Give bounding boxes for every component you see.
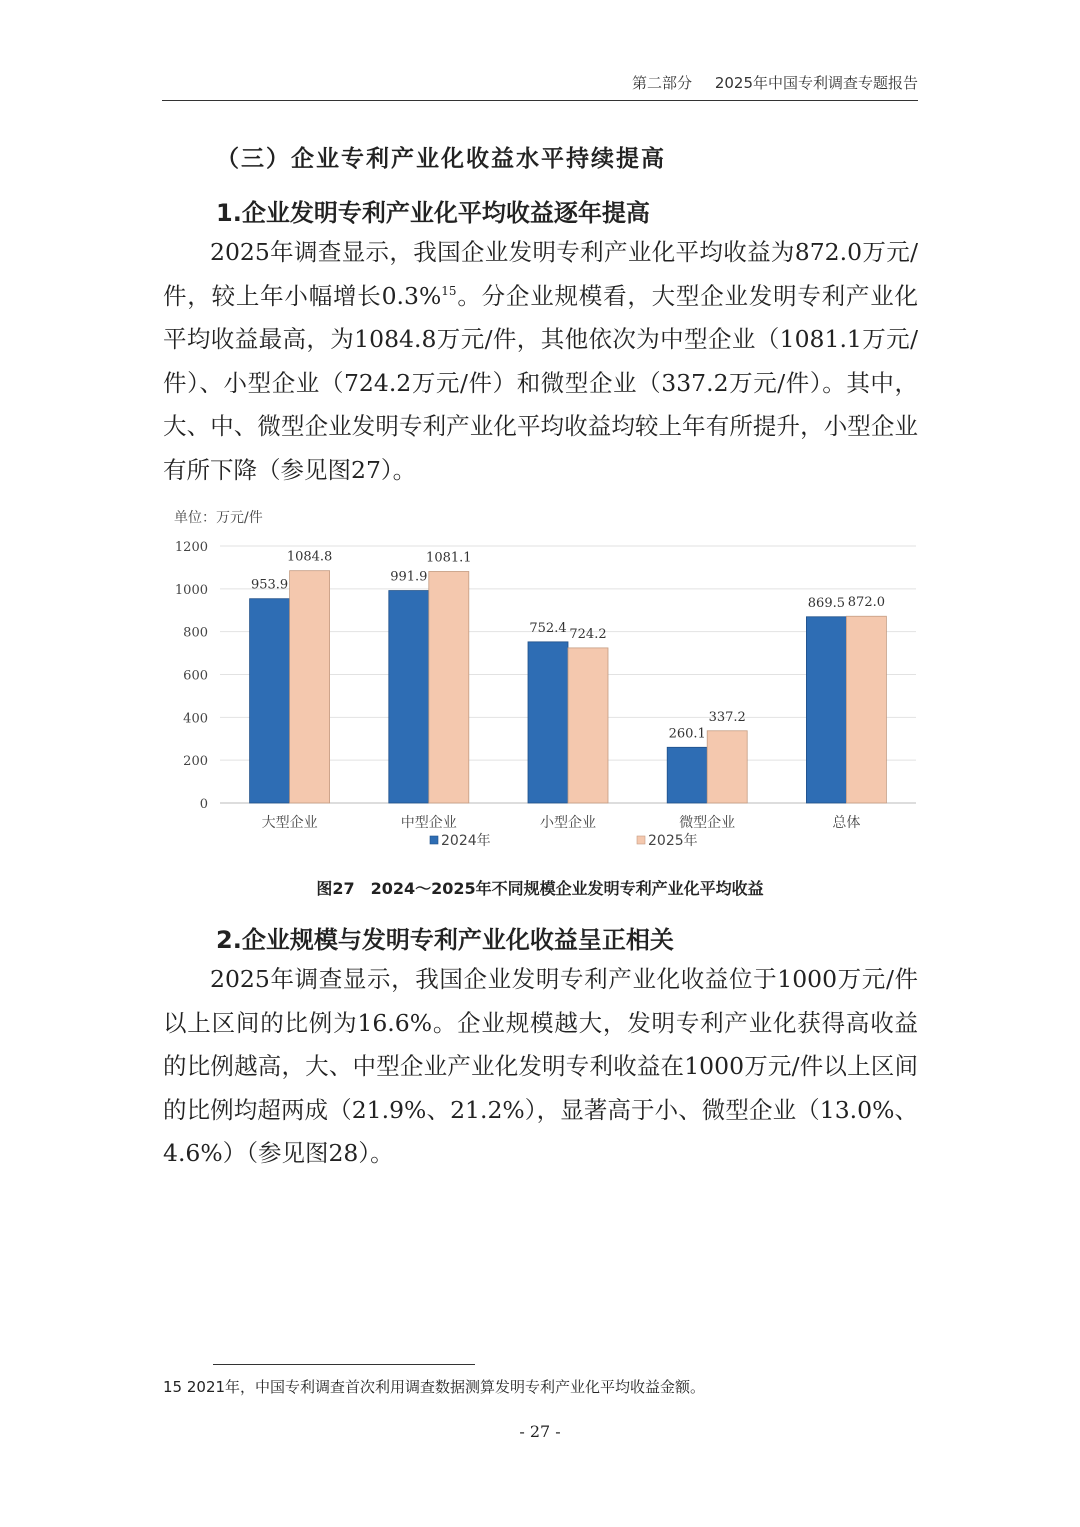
bar (846, 616, 886, 803)
bar (528, 642, 568, 803)
bar-chart (160, 500, 930, 860)
subsection-1-heading: 1.企业发明专利产业化平均收益逐年提高 (216, 199, 650, 227)
x-category-label: 小型企业 (540, 815, 596, 831)
figure-caption: 图27 2024～2025年不同规模企业发明专利产业化平均收益 (316, 879, 764, 898)
bar (250, 599, 290, 803)
data-label: 872.0 (847, 595, 886, 611)
data-label: 953.9 (250, 577, 289, 593)
bar (290, 571, 330, 803)
data-label: 752.4 (529, 620, 567, 636)
footnote: 15 2021年，中国专利调查首次利用调查数据测算发明专利产业化平均收益金额。 (163, 1378, 706, 1396)
bar (667, 747, 707, 803)
data-label: 1084.8 (286, 549, 333, 565)
subsection-1-paragraph (163, 231, 918, 492)
data-label: 869.5 (807, 595, 846, 611)
header-report-title: 2025年中国专利调查专题报告 (714, 74, 918, 92)
y-tick-label: 200 (183, 754, 208, 770)
data-label: 991.9 (390, 569, 428, 585)
figure-27-chart (160, 500, 930, 860)
legend-label: 2024年 (441, 833, 491, 849)
x-category-label: 大型企业 (261, 815, 318, 831)
y-tick-label: 600 (183, 668, 208, 684)
footnote-divider (213, 1364, 475, 1365)
legend-label: 2025年 (648, 833, 698, 849)
bar (806, 617, 846, 803)
bar (568, 648, 608, 803)
y-tick-label: 0 (199, 797, 208, 812)
para1-text-b: 。分企业规模看，大型企业发明专利产业化平均收益最高，为1084.8万元/件，其他依次为中型企业（1081.1万元/件）、小型企业（724.2万元/件）和微型企业（337.2万元/件）。其中，大、中、微型企业发明专利产业化平均收益均较上年有所提升，小型企业有所下降（参见图27）。 (163, 281, 919, 484)
x-category-label: 中型企业 (400, 815, 457, 831)
bar (429, 571, 469, 803)
y-tick-label: 1200 (174, 540, 208, 555)
para1-text-a: 2025年调查显示，我国企业发明专利产业化平均收益为872.0万元/件，较上年小幅增长0.3% (163, 238, 918, 310)
page-header (162, 72, 918, 101)
subsection-2-heading: 2.企业规模与发明专利产业化收益呈正相关 (216, 926, 674, 954)
x-category-label: 微型企业 (679, 815, 736, 831)
y-tick-label: 800 (183, 625, 208, 641)
y-tick-label: 1000 (174, 582, 208, 598)
header-part: 第二部分 (632, 74, 693, 92)
section-heading: （三）企业专利产业化收益水平持续提高 (216, 146, 666, 172)
data-label: 724.2 (569, 626, 607, 642)
legend-swatch (637, 836, 645, 844)
data-label: 337.2 (708, 709, 746, 725)
subsection-2-paragraph: 2025年调查显示，我国企业发明专利产业化收益位于1000万元/件以上区间的比例为16.6%。企业规模越大，发明专利产业化获得高收益的比例越高，大、中型企业产业化发明专利收益在1000万元/件以上区间的比例均超两成（21.9%、21.2%），显著高于小、微型企业（13.0%、4.6%）（参见图28）。 (163, 965, 918, 1167)
chart-unit-label: 单位：万元/件 (174, 510, 263, 526)
bar (707, 731, 747, 803)
data-label: 1081.1 (426, 550, 472, 566)
legend-swatch (430, 836, 438, 844)
y-tick-label: 400 (183, 711, 208, 727)
page-number: - 27 - (519, 1422, 561, 1441)
footnote-ref[interactable]: 15 (441, 283, 457, 298)
data-label: 260.1 (668, 726, 706, 742)
x-category-label: 总体 (832, 815, 861, 831)
bar (389, 591, 429, 803)
